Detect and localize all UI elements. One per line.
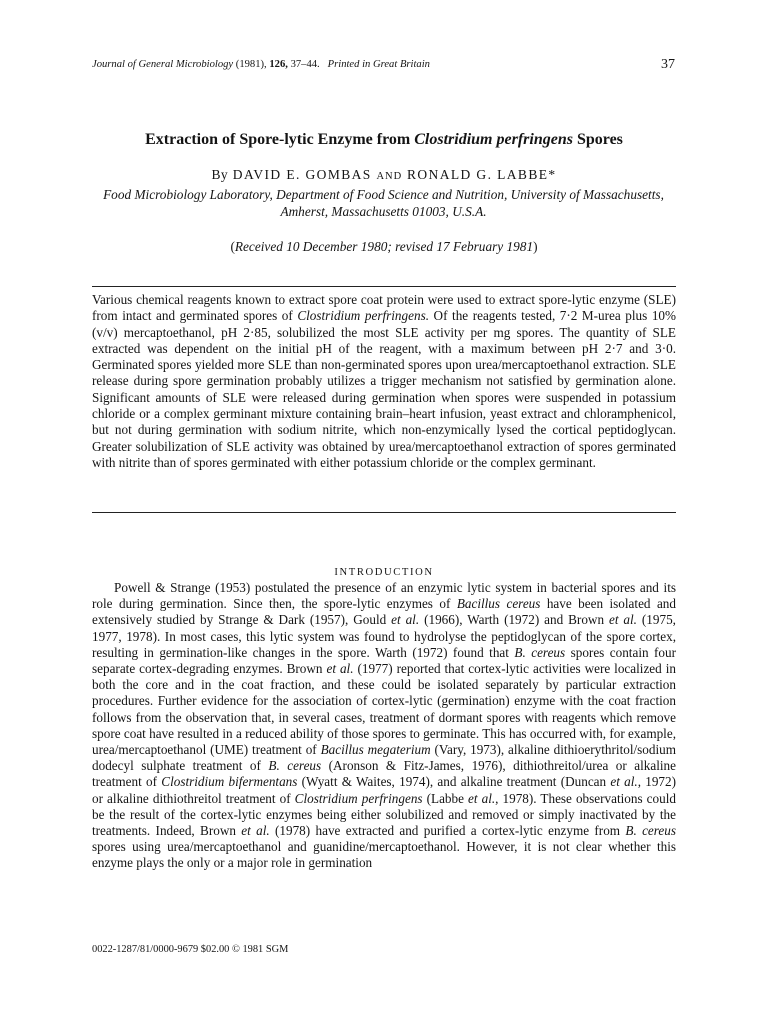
intro-italic: Bacillus megaterium [320, 742, 431, 758]
intro-italic: et al. [608, 612, 637, 628]
intro-text: spores using urea/mercaptoethanol and guanidine/mercaptoethanol. However, it is not clear whether this enzyme plays the only or a major role in germination [92, 839, 676, 871]
journal-year: (1981), [235, 59, 267, 70]
abstract-organism: Clostridium perfringens. [297, 308, 429, 324]
running-header [92, 58, 675, 76]
affiliation: Food Microbiology Laboratory, Department of Food Science and Nutrition, University of Massachusetts, Amherst, Massachusetts 01003, U.S.A. [103, 187, 664, 219]
intro-text: (Labbe [422, 790, 469, 806]
received-open: ( [230, 239, 235, 254]
article-title [60, 131, 708, 149]
journal-pages: 37–44. [290, 59, 320, 70]
intro-text: , 1972) or alkaline dithiothreitol treatment of [92, 774, 677, 806]
abstract-text-2: Of the reagents tested, 7·2 M-urea plus 10% (v/v) mercaptoethanol, pH 2·85, solubilized the most SLE activity per mg spores. The quantity of SLE extracted was dependent on the initial pH of the reagent, with a maximum between pH 2·7 and 3·0. Germinated spores yielded more SLE than non-germinated spores upon urea/mercaptoethanol extraction. SLE release during spore germination probably utilizes a trigger mechanism not satisfied by germination alone. Significant amounts of SLE were released during germination when spores were suspended in potassium chloride or a complex germinant mixture containing brain–heart infusion, yeast extract and chloramphenicol, but not during germination with sodium nitrite, which non-enzymically lysed the cortical peptidoglycan. Greater solubilization of SLE activity was obtained by urea/mercaptoethanol extraction of spores germinated with nitrite than of spores germinated with either potassium chloride or the complex germinant. [92, 308, 677, 470]
intro-italic: Clostridium bifermentans [161, 774, 298, 790]
abstract-rule-top [92, 286, 676, 287]
author-and: AND [376, 171, 403, 182]
journal-volume: 126, [269, 59, 288, 70]
intro-italic: et al. [326, 661, 354, 677]
received-text: Received 10 December 1980; revised 17 February 1981 [234, 239, 534, 254]
intro-italic: Clostridium perfringens [294, 790, 423, 806]
intro-text: (1977) reported that cortex-lytic activities were localized in both the core and in the coat fraction, and these could be isolated separately by particular extraction procedures. Further evidence for the association of cortex-lytic (germination) enzyme with the coat fraction follows from the observation that, in several cases, treatment of dormant spores with reagents which remove spore coat have resulted in a reduced ability of those spores to germinate. This has occurred with, for example, urea/mercaptoethanol (UME) treatment of [92, 661, 676, 758]
introduction-heading: INTRODUCTION [334, 567, 434, 578]
author-line [60, 167, 708, 183]
intro-text: have been isolated and extensively studied by Strange & Dark (1957), Gould [92, 596, 676, 628]
abstract-rule-bottom [92, 512, 676, 513]
intro-text: spores contain four separate cortex-degrading enzymes. Brown [92, 644, 677, 677]
intro-text: (1978) have extracted and purified a cortex-lytic enzyme from [269, 823, 626, 839]
abstract-text-1: Various chemical reagents known to extract spore coat protein were used to extract spore-lytic enzyme (SLE) from intact and germinated spores of [92, 292, 676, 324]
intro-text: (Vary, 1973), alkaline dithioerythritol/sodium dodecyl sulphate treatment of [92, 742, 676, 774]
copyright-footer: 0022-1287/81/0000-9679 $02.00 © 1981 SGM [92, 944, 289, 955]
introduction-paragraph [92, 580, 676, 872]
received-close: ) [533, 239, 538, 254]
author-1: DAVID E. GOMBAS [232, 167, 372, 182]
abstract [92, 292, 676, 471]
intro-italic: et al. [610, 774, 638, 790]
intro-italic: et al. [391, 612, 420, 628]
title-organism: Clostridium perfringens [414, 131, 573, 148]
intro-italic: B. cereus [625, 823, 676, 839]
journal-name: Journal of General Microbiology [92, 59, 234, 70]
intro-text: (1966), Warth (1972) and Brown [419, 612, 609, 628]
page-number: 37 [661, 57, 675, 72]
intro-text: (Aronson & Fitz-James, 1976), dithiothreitol/urea or alkaline treatment of [92, 758, 676, 790]
printed-note: Printed in Great Britain [327, 59, 430, 70]
intro-italic: et al. [468, 790, 496, 806]
intro-italic: et al. [241, 823, 270, 839]
title-part-2: Spores [572, 131, 623, 148]
received-dates [60, 239, 708, 255]
intro-text: (1975, 1977, 1978). In most cases, this lytic system was found to hydrolyse the peptidoglycan of the spore cortex, resulting in germination-like changes in the spore. Warth (1972) found that [92, 612, 676, 660]
author-2: RONALD G. LABBE* [407, 167, 557, 182]
intro-italic: B. cereus [514, 644, 566, 660]
intro-italic: Bacillus cereus [456, 596, 541, 612]
intro-text: (Wyatt & Waites, 1974), and alkaline treatment (Duncan [297, 774, 611, 790]
title-part-1: Extraction of Spore-lytic Enzyme from [145, 131, 415, 148]
intro-italic: B. cereus [268, 758, 322, 774]
journal-citation [92, 59, 430, 70]
author-by: By [211, 167, 229, 182]
intro-text: , 1978). These observations could be the result of the cortex-lytic enzymes being either solubilized and removed or simply inactivated by the treatments. Indeed, Brown [92, 790, 676, 839]
intro-text: Powell & Strange (1953) postulated the presence of an enzymic lytic system in bacterial spores and its role during germination. Since then, the spore-lytic enzymes of [92, 580, 676, 612]
